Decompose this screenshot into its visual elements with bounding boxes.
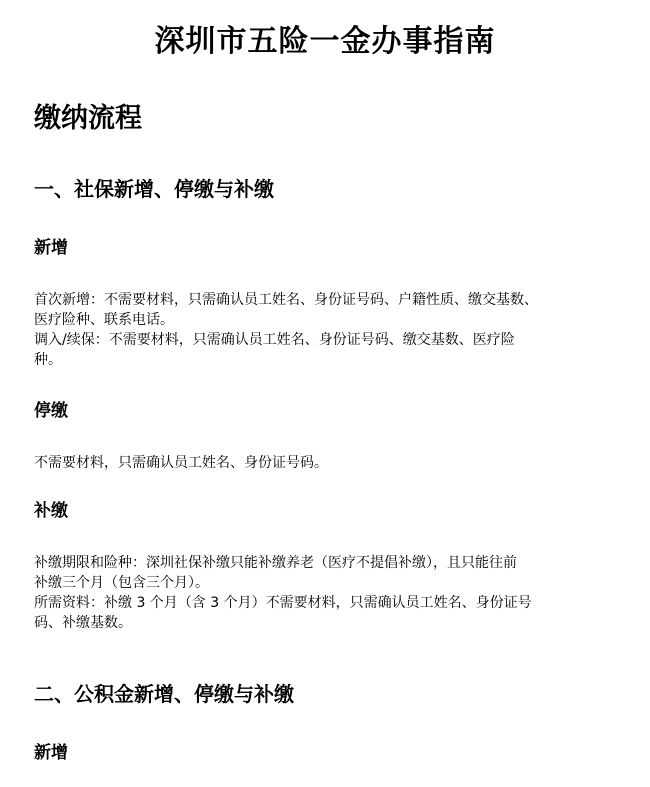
part1-stop-paragraph	[34, 453, 594, 473]
text-line: 补缴期限和险种：深圳社保补缴只能补缴养老（医疗不提倡补缴），且只能往前	[34, 555, 517, 571]
part2-new-heading: 新增	[34, 743, 68, 763]
part2-heading: 二、公积金新增、停缴与补缴	[34, 682, 294, 706]
part1-supplement-heading: 补缴	[34, 501, 68, 521]
part1-new-heading: 新增	[34, 238, 68, 258]
section-heading: 缴纳流程	[34, 103, 142, 134]
text-line: 首次新增：不需要材料，只需确认员工姓名、身份证号码、户籍性质、缴交基数、	[34, 292, 538, 308]
text-line: 补缴三个月（包含三个月）。	[34, 575, 209, 591]
text-line: 所需资料：补缴 3 个月（含 3 个月）不需要材料，只需确认员工姓名、身份证号	[34, 595, 532, 611]
part1-supplement-paragraph	[34, 553, 594, 633]
text-line: 医疗险种、联系电话。	[34, 312, 174, 328]
part1-new-paragraph	[34, 290, 594, 370]
text-line: 码、补缴基数。	[34, 615, 132, 631]
part1-heading: 一、社保新增、停缴与补缴	[34, 177, 274, 201]
document-title: 深圳市五险一金办事指南	[154, 24, 496, 59]
part1-stop-heading: 停缴	[34, 401, 68, 421]
text-line: 不需要材料，只需确认员工姓名、身份证号码。	[34, 455, 328, 471]
text-line: 调入/续保：不需要材料，只需确认员工姓名、身份证号码、缴交基数、医疗险	[34, 332, 515, 348]
text-line: 种。	[34, 352, 62, 368]
